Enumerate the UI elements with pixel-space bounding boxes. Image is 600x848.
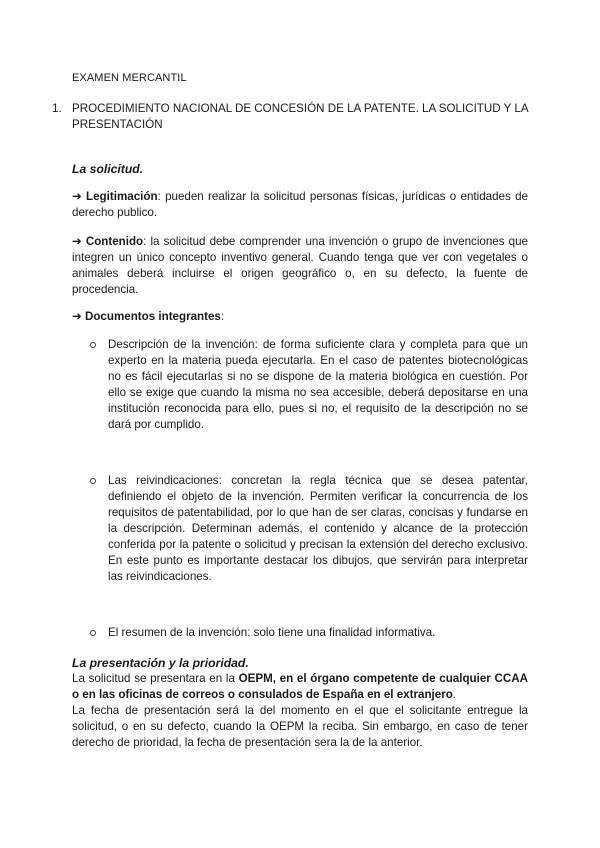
arrow-icon: ➔ bbox=[72, 310, 82, 323]
arrow-icon: ➔ bbox=[72, 235, 82, 248]
list-item-text: Descripción de la invención: de forma suficiente clara y completa para que un experto en la materia pueda ejecutarla. En el caso de patentes biotecnológicas no es fácil ejecutarlas si no se dispone de la materia biológica en cuestión. Por ello se exige que cuando la misma no sea accesible, deberá depositarse en una institución reconocida para ello, pues si no, el requisito de la descripción no se dará por cumplido. bbox=[108, 338, 528, 431]
paragraph-presentacion-2: La fecha de presentación será la del momento en el que el solicitante entregue la solicitud, o en su defecto, cuando la OEPM la reciba. Sin embargo, en caso de tener derecho de prioridad, la fecha de presentación sera la de la anterior. bbox=[72, 704, 528, 749]
list-item-text: El resumen de la invención: solo tiene una finalidad informativa. bbox=[108, 626, 436, 639]
arrow-icon: ➔ bbox=[72, 190, 82, 203]
paragraph-legitimacion bbox=[72, 189, 528, 221]
list-item bbox=[90, 625, 528, 641]
hollow-bullet-icon bbox=[90, 630, 96, 636]
section-number: 1. bbox=[52, 102, 62, 115]
paragraph-presentacion-1 bbox=[72, 671, 528, 703]
list-item bbox=[90, 473, 528, 585]
text-presentacion-start: La solicitud se presentara en la bbox=[72, 672, 239, 685]
document-header: EXAMEN MERCANTIL bbox=[72, 72, 187, 84]
heading-la-solicitud: La solicitud. bbox=[72, 162, 144, 176]
hollow-bullet-icon bbox=[90, 478, 96, 484]
label-legitimacion: Legitimación bbox=[86, 190, 158, 203]
hollow-bullet-icon bbox=[90, 342, 96, 348]
section-title-text: PROCEDIMIENTO NACIONAL DE CONCESIÓN DE LA PATENTE. LA SOLICITUD Y LA PRESENTACIÓN bbox=[72, 102, 528, 131]
list-item-text: Las reivindicaciones: concretan la regla técnica que se desea patentar, definiendo el objeto de la invención. Permiten verificar la concurrencia de los requisitos de patentabilidad, por lo que han de ser claras, concisas y fundarse en la descripción. Determinan además, el contenido y alcance de la protección conferida por la patente o solicitud y precisan la extensión del derecho exclusivo. En este punto es importante destacar los dibujos, que servirán para interpretar las reivindicaciones. bbox=[108, 474, 528, 583]
section-title bbox=[52, 101, 532, 133]
label-documentos: Documentos integrantes bbox=[84, 310, 221, 323]
text-contenido: : la solicitud debe comprender una invención o grupo de invenciones que integren un único concepto inventivo general. Cuando tenga que ver con vegetales o animales deberá incluirse el origen geográfico o, en su defecto, la fuente de procedencia. bbox=[72, 235, 528, 296]
text-presentacion-bold: OEPM, en el órgano competente de cualquier CCAA o en las oficinas de correos o consulados de España en el extranjero bbox=[72, 672, 528, 701]
paragraph-documentos bbox=[72, 309, 528, 325]
text-legitimacion: : pueden realizar la solicitud personas físicas, jurídicas o entidades de derecho publico. bbox=[72, 190, 528, 219]
heading-presentacion: La presentación y la prioridad. bbox=[72, 656, 249, 670]
paragraph-contenido bbox=[72, 234, 528, 298]
text-presentacion-end: . bbox=[452, 688, 457, 701]
text-documentos-suffix: : bbox=[220, 310, 225, 323]
label-contenido: Contenido bbox=[85, 235, 144, 248]
list-item bbox=[90, 337, 528, 433]
